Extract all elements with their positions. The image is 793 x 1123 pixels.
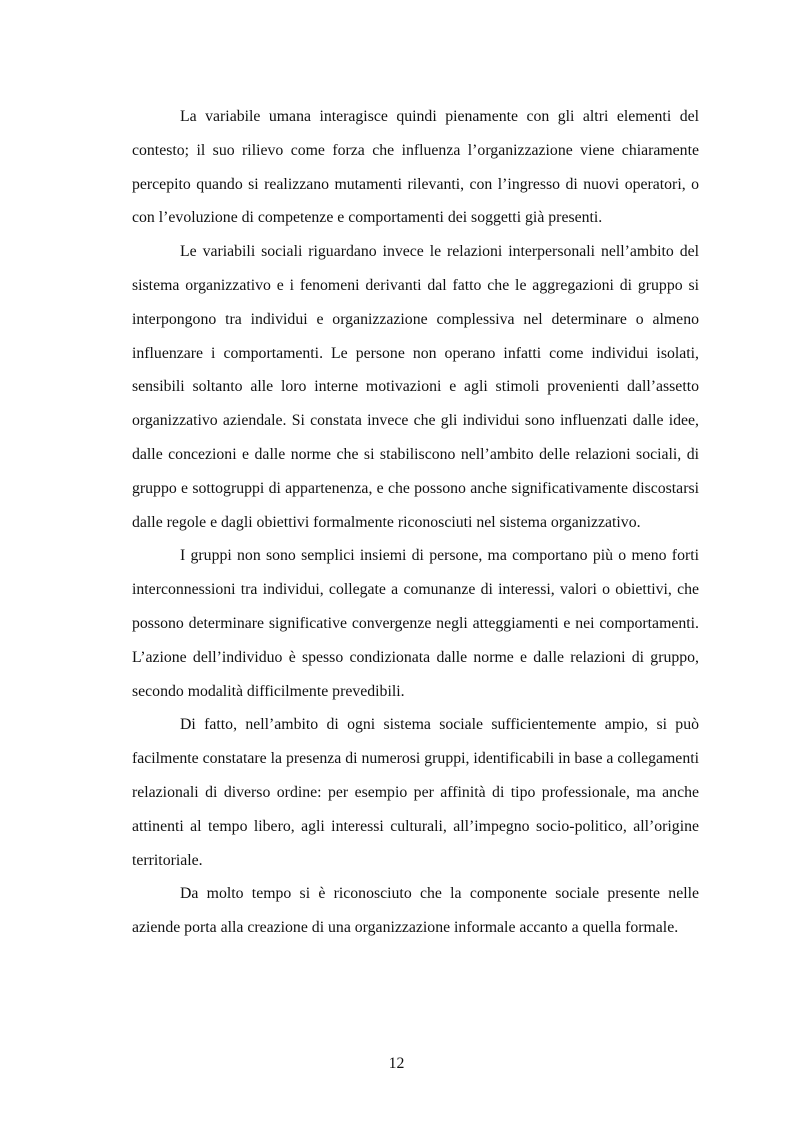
paragraph-human-variable: La variabile umana interagisce quindi pienamente con gli altri elementi del contesto; il suo rilievo come forza che influenza l’organizzazione viene chiaramente percepito quando si realizzano mutamenti rilevanti, con l’ingresso di nuovi operatori, o con l’evoluzione di competenze e comportamenti dei soggetti già presenti. — [132, 108, 699, 227]
body-text — [132, 100, 699, 945]
page-number: 12 — [388, 1055, 405, 1072]
paragraph-social-systems: Di fatto, nell’ambito di ogni sistema sociale sufficientemente ampio, si può facilmente constatare la presenza di numerosi gruppi, identificabili in base a collegamenti relazionali di diverso ordine: per esempio per affinità di tipo professionale, ma anche attinenti al tempo libero, agli interessi culturali, all’impegno socio-politico, all’origine territoriale. — [132, 716, 699, 869]
paragraph-groups: I gruppi non sono semplici insiemi di persone, ma comportano più o meno forti interconnessioni tra individui, collegate a comunanze di interessi, valori o obiettivi, che possono determinare significative convergenze negli atteggiamenti e nei comportamenti. L’azione dell’individuo è spesso condizionata dalle norme e dalle relazioni di gruppo, secondo modalità difficilmente prevedibili. — [132, 547, 699, 700]
paragraph-social-variables: Le variabili sociali riguardano invece le relazioni interpersonali nell’ambito del sistema organizzativo e i fenomeni derivanti dal fatto che le aggregazioni di gruppo si interpongono tra individui e organizzazione complessiva nel determinare o almeno influenzare i comportamenti. Le persone non operano infatti come individui isolati, sensibili soltanto alle loro interne motivazioni e agli stimoli provenienti dall’assetto organizzativo aziendale. Si constata invece che gli individui sono influenzati dalle idee, dalle concezioni e dalle norme che si stabiliscono nell’ambito delle relazioni sociali, di gruppo e sottogruppi di appartenenza, e che possono anche significativamente discostarsi dalle regole e dagli obiettivi formalmente riconosciuti nel sistema organizzativo. — [132, 243, 699, 531]
paragraph-informal-organization: Da molto tempo si è riconosciuto che la componente sociale presente nelle aziende porta alla creazione di una organizzazione informale accanto a quella formale. — [132, 885, 699, 937]
